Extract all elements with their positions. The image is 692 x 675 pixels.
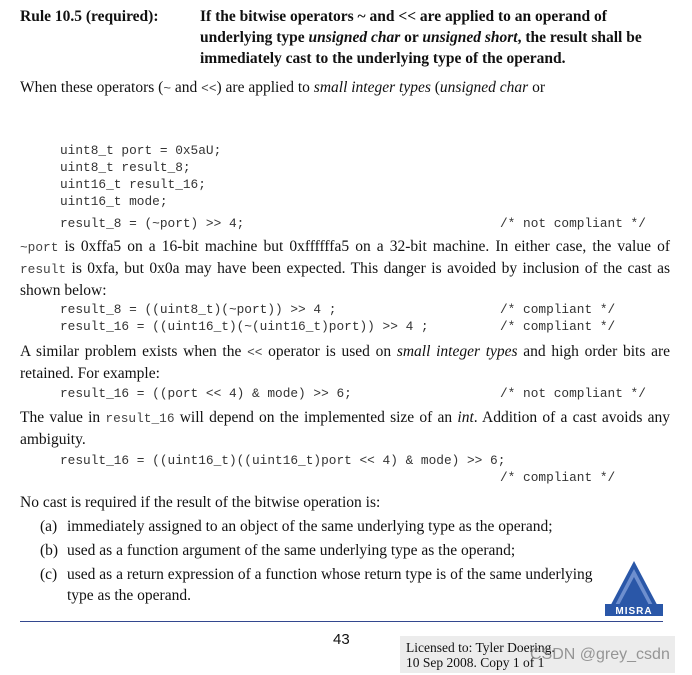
code-line: result_16 = ((uint16_t)((uint16_t)port << 4) & mode) >> 6;: [60, 453, 506, 468]
shift-paragraph: A similar problem exists when the << operator is used on small integer types and high order bits are retained. For example:: [20, 343, 671, 382]
intro-paragraph: When these operators (~ and <<) are applied to small integer types (unsigned char or: [20, 79, 545, 96]
page-number: 43: [333, 631, 350, 648]
value-paragraph: The value in result_16 will depend on the implemented size of an int. Addition of a cast avoids any ambiguity.: [20, 409, 670, 448]
code-line: result_8 = (~port) >> 4;: [60, 216, 245, 231]
license-line: Licensed to: Tyler Doering.: [406, 640, 555, 655]
no-cast-paragraph: No cast is required if the result of the bitwise operation is:: [20, 494, 381, 511]
document-page: Rule 10.5 (required): If the bitwise operators ~ and << are applied to an operand of underlying type unsigned char or unsigned short, the result shall be immediately cast to the underlying type of the operand. When these operators (~ and <<) are applied to small integer types (unsigned char or uint8_t port = 0x5aU; uint8_t result_8; uint16_t result_16; uint16_t mode; result_8 = (~port) >> 4; /* not compliant */ ~port is 0xffa5 on a 16-bit machine but 0xffffffa5 on a 32-bit machine. In either case, the value of result is 0xfa, but 0x0a may have been expected. This danger is avoided by inclusion of the cast as shown below: result_8 = ((uint8_t)(~port)) >> 4 ; /* compliant */ result_16 = ((uint16_t)(~(uint16_t)port)) >> 4 ; /* compliant */ A similar problem exists when the << operator is used on small integer types and high order bits are retained. For example: result_16 = ((port << 4) & mode) >> 6; /* not compliant */ The value in result_16 will depend on the implemented size of an int. Addition of a cast avoids any ambiguity. result_16 = ((uint16_t)((uint16_t)port << 4) & mode) >> 6; /* compliant */ No cast is required if the result of the bitwise operation is: (a) immediately assigned to an object of the same underlying type as the operand; (b) used as a function argument of the same underlying type as the operand; (c) used as a return expression of a function whose return type is of the same underlying type as the operand. MISRA 43 Licensed to: Tyler Doering. 10 Sep 2008. Copy 1 of 1 CSDN @grey_csdn: [0, 0, 692, 675]
code-line: uint16_t result_16;: [60, 177, 206, 192]
rule-id: Rule 10.5 (required):: [20, 8, 159, 25]
footer-divider: [20, 621, 663, 622]
code-line: result_8 = ((uint8_t)(~port)) >> 4 ;: [60, 302, 337, 317]
logo-text: MISRA: [615, 606, 653, 617]
code-line: uint8_t port = 0x5aU;: [60, 143, 222, 158]
code-comment: /* not compliant */: [500, 386, 646, 401]
code-comment: /* compliant */: [500, 470, 616, 485]
code-line: uint8_t result_8;: [60, 160, 191, 175]
code-comment: /* compliant */: [500, 319, 616, 334]
explanation-paragraph: ~port is 0xffa5 on a 16-bit machine but 0xffffffa5 on a 32-bit machine. In either case, the value of result is 0xfa, but 0x0a may have been expected. This danger is avoided by inclusion of the cast as shown below:: [20, 238, 670, 299]
code-line: uint16_t mode;: [60, 194, 168, 209]
code-line: result_16 = ((uint16_t)(~(uint16_t)port)) >> 4 ;: [60, 319, 429, 334]
code-line: result_16 = ((port << 4) & mode) >> 6;: [60, 386, 352, 401]
misra-logo: [604, 560, 664, 618]
code-comment: /* not compliant */: [500, 216, 646, 231]
rule-statement: If the bitwise operators ~ and << are applied to an operand of underlying type unsigned char or unsigned short, the result shall be immediately cast to the underlying type of the operand.: [200, 8, 642, 67]
code-comment: /* compliant */: [500, 302, 616, 317]
watermark: CSDN @grey_csdn: [530, 646, 670, 663]
license-line: 10 Sep 2008. Copy 1 of 1: [406, 655, 545, 670]
